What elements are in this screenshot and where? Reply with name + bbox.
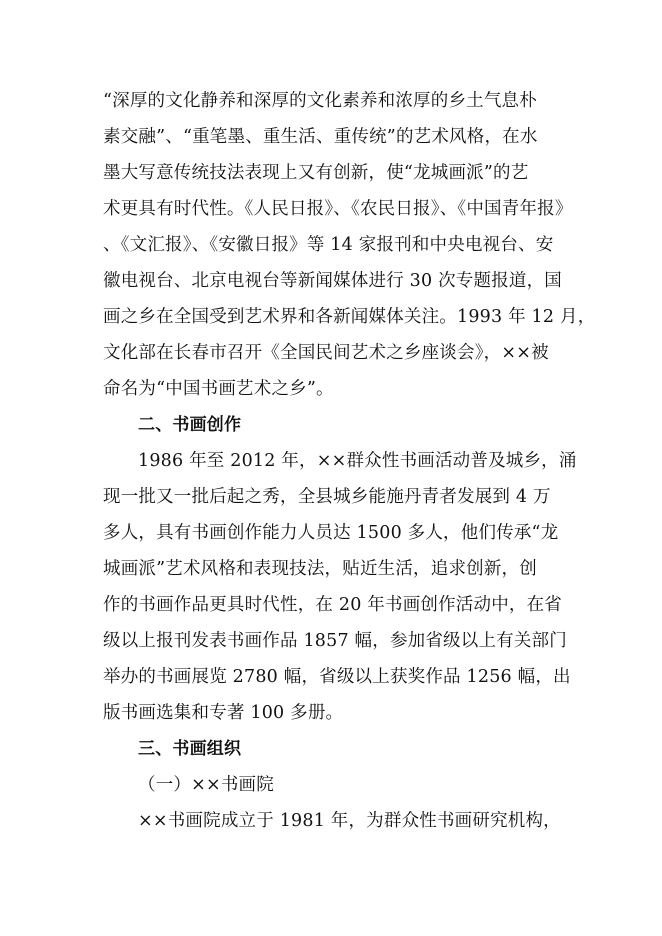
paragraph-line: 举办的书画展览 2780 幅，省级以上获奖作品 1256 幅，出 [103, 667, 571, 687]
paragraph-line: 级以上报刊发表书画作品 1857 幅，参加省级以上有关部门 [103, 631, 567, 651]
paragraph-line: 命名为“中国书画艺术之乡”。 [103, 379, 334, 399]
subsection-heading: （一）××书画院 [138, 775, 274, 795]
paragraph-line: 城画派”艺术风格和表现技法，贴近生活，追求创新，创 [103, 559, 537, 579]
paragraph-line: 1986 年至 2012 年，××群众性书画活动普及城乡，涌 [138, 451, 577, 471]
section-heading-organization: 三、书画组织 [138, 739, 242, 759]
paragraph-line: “深厚的文化静养和深厚的文化素养和浓厚的乡土气息朴 [103, 91, 537, 111]
paragraph-line: 画之乡在全国受到艺术界和各新闻媒体关注。1993 年 12 月， [103, 307, 596, 327]
paragraph-line: 作的书画作品更具时代性，在 20 年书画创作活动中，在省 [103, 595, 562, 615]
paragraph-line: 、《文汇报》、《安徽日报》等 14 家报刊和中央电视台、安 [103, 235, 554, 255]
paragraph-line: 版书画选集和专著 100 多册。 [103, 703, 344, 723]
paragraph-line: 文化部在长春市召开《全国民间艺术之乡座谈会》，××被 [103, 343, 549, 363]
section-heading-creation: 二、书画创作 [138, 415, 242, 435]
paragraph-line: 术更具有时代性。《人民日报》、《农民日报》、《中国青年报》 [103, 199, 573, 219]
paragraph-line: 多人，具有书画创作能力人员达 1500 多人，他们传承“龙 [103, 523, 559, 543]
paragraph-line: 素交融”、“重笔墨、重生活、重传统”的艺术风格，在水 [103, 127, 538, 147]
paragraph-line: 墨大写意传统技法表现上又有创新，使“龙城画派”的艺 [103, 163, 529, 183]
paragraph-line: 徽电视台、北京电视台等新闻媒体进行 30 次专题报道，国 [103, 271, 562, 291]
paragraph-line: 现一批又一批后起之秀，全县城乡能施丹青者发展到 4 万 [103, 487, 551, 507]
paragraph-line: ××书画院成立于 1981 年，为群众性书画研究机构， [138, 811, 561, 831]
